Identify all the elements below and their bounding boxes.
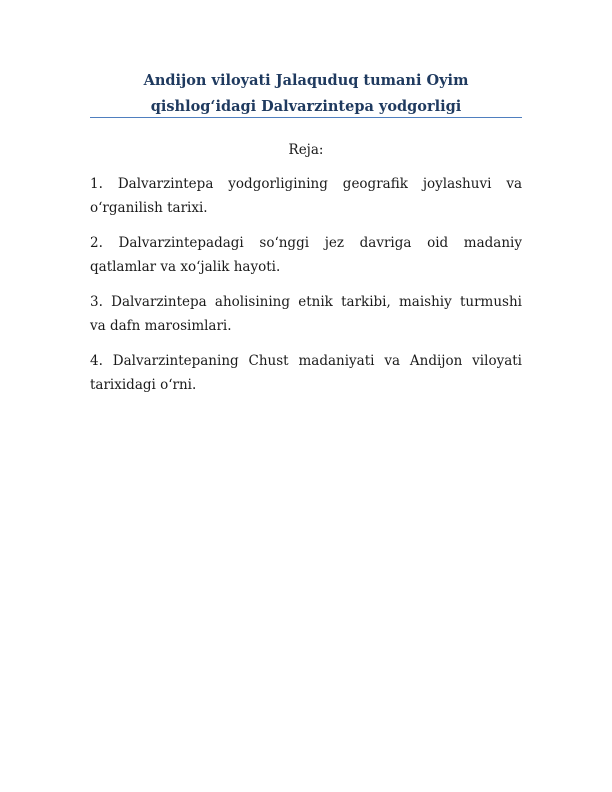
plan-item-1-line-2: o‘rganilish tarixi. (90, 200, 208, 216)
plan-item-1 (90, 172, 522, 220)
document-title-line-2: qishlog‘idagi Dalvarzintepa yodgorligi (150, 98, 462, 115)
plan-heading: Reja: (288, 142, 324, 158)
plan-item-1-line-1: 1. Dalvarzintepa yodgorligining geografik joylashuvi va (90, 176, 522, 192)
document-title-line-1: Andijon viloyati Jalaquduq tumani Oyim (143, 72, 469, 89)
plan-item-3-line-1: 3. Dalvarzintepa aholisining etnik tarkibi, maishiy turmushi (90, 294, 522, 310)
plan-item-2-line-2: qatlamlar va xo‘jalik hayoti. (90, 259, 281, 275)
plan-item-3 (90, 290, 522, 338)
document-title (90, 68, 522, 120)
plan-item-4-line-2: tarixidagi o‘rni. (90, 377, 197, 393)
plan-item-2-line-1: 2. Dalvarzintepadagi so‘nggi jez davriga oid madaniy (90, 235, 522, 251)
plan-list (90, 172, 522, 408)
title-underline-divider (90, 117, 522, 118)
plan-item-3-line-2: va dafn marosimlari. (90, 318, 232, 334)
plan-item-2 (90, 231, 522, 279)
plan-item-4-line-1: 4. Dalvarzintepaning Chust madaniyati va Andijon viloyati (90, 353, 522, 369)
plan-item-4 (90, 349, 522, 397)
